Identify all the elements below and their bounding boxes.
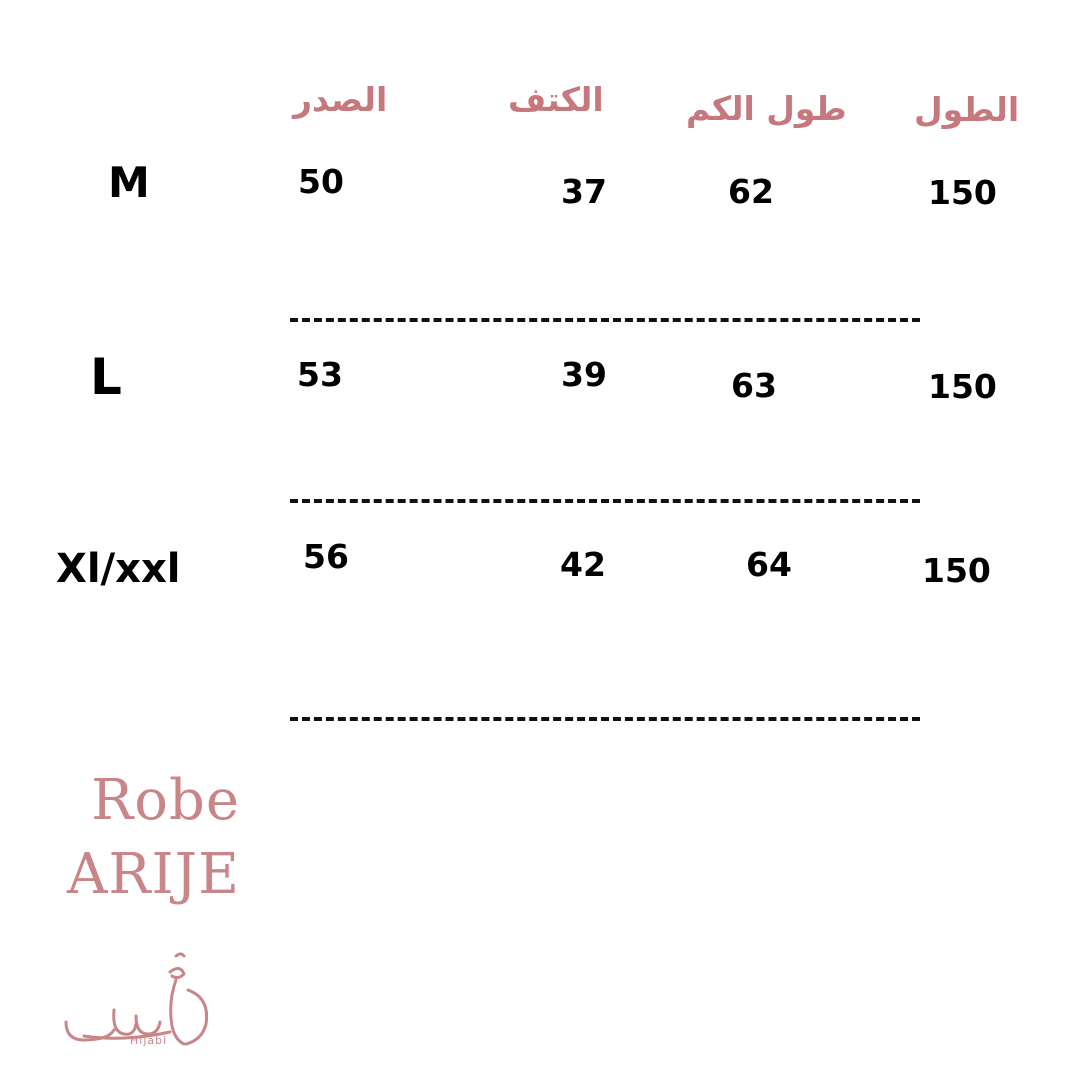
row-m-sleeve-length: 62 (728, 172, 774, 211)
header-chest: الصدر (293, 80, 388, 119)
row-m-length: 150 (928, 173, 997, 212)
hijabi-logo (58, 950, 218, 1070)
row-m-shoulder: 37 (561, 172, 607, 211)
hijabi-logo-icon (58, 950, 218, 1070)
product-name-line1: Robe (91, 768, 240, 833)
row-divider-3 (290, 717, 920, 721)
size-label-l: L (90, 348, 122, 406)
row-l-sleeve-length: 63 (731, 366, 777, 405)
header-sleeve-length: طول الكم (686, 89, 847, 128)
row-l-shoulder: 39 (561, 355, 607, 394)
row-xl-sleeve-length: 64 (746, 545, 792, 584)
row-l-length: 150 (928, 367, 997, 406)
header-length: الطول (914, 90, 1020, 129)
logo-wordmark: Hijabi (130, 1034, 168, 1047)
row-xl-shoulder: 42 (560, 545, 606, 584)
row-m-chest: 50 (298, 162, 344, 201)
size-label-xl-xxl: Xl/xxl (56, 546, 181, 592)
size-label-m: M (108, 158, 150, 207)
row-divider-1 (290, 318, 920, 322)
row-l-chest: 53 (297, 355, 343, 394)
product-name-line2: ARIJE (66, 842, 240, 907)
row-xl-chest: 56 (303, 537, 349, 576)
row-divider-2 (290, 499, 920, 503)
row-xl-length: 150 (922, 551, 991, 590)
header-shoulder: الكتف (508, 80, 604, 119)
